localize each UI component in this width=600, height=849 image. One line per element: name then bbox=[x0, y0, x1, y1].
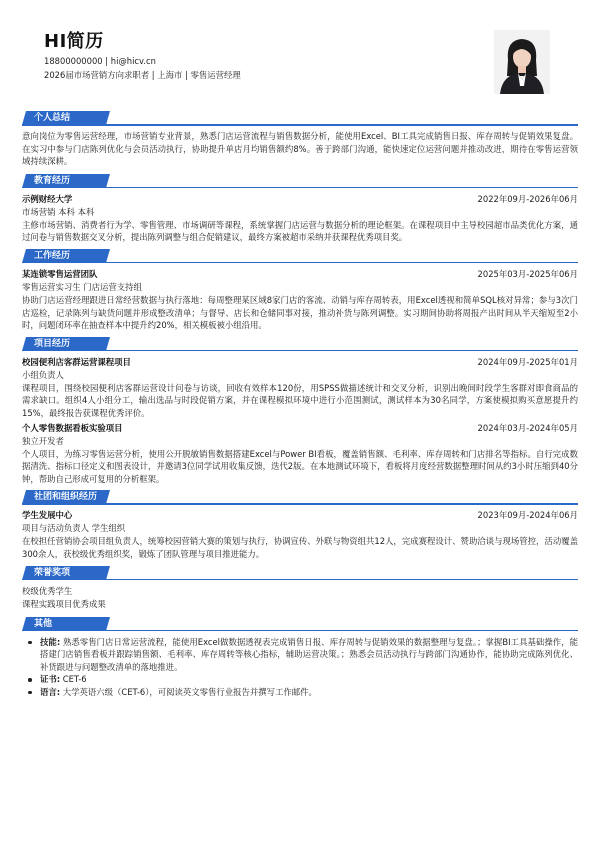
section-tab bbox=[22, 111, 110, 125]
language-text: 大学英语六级（CET-6），可阅读英文零售行业报告并撰写工作邮件。 bbox=[62, 686, 317, 697]
certificate-label: 证书: bbox=[40, 674, 61, 685]
certificate-text: CET-6 bbox=[62, 674, 87, 685]
project-date: 2024年09月-2025年01月 bbox=[477, 356, 578, 367]
summary-section bbox=[22, 108, 578, 168]
organization-name: 学生发展中心 bbox=[22, 510, 73, 521]
list-item bbox=[22, 686, 578, 699]
section-tab bbox=[22, 566, 110, 580]
project-text: 个人项目，为练习零售运营分析，使用公开脱敏销售数据搭建Excel与Power BI看板，覆盖销售额、毛利率、库存周转和门店排名等指标。自行完成数据清洗、指标口径定义和图表设计，并邀请3位同学试用收集反馈，迭代2版。在本地测试环境下，看板将月度经营数据整理时间从约3小时压缩到40分钟，帮助自己形成可复用的分析框架。 bbox=[22, 448, 578, 484]
project-text: 课程项目，围绕校园便利店客群运营设计问卷与访谈，回收有效样本120份，用SPSS做描述统计和交叉分析，识别出晚间时段学生客群对即食商品的需求缺口。组织4人小组分工，输出选品与时段促销方案，并在课程模拟环境中进行小范围测试，测试样本为30名同学，方案使模拟购买意愿提升约15%，最终报告获课程优秀评价。 bbox=[22, 382, 578, 418]
education-entry bbox=[22, 193, 578, 244]
section-tab bbox=[22, 337, 110, 351]
work-date: 2025年03月-2025年06月 bbox=[477, 268, 578, 279]
section-tab bbox=[22, 174, 110, 188]
language-label: 语言: bbox=[40, 686, 61, 697]
campus-date: 2023年09月-2024年06月 bbox=[477, 510, 578, 521]
section-title: 荣誉奖项 bbox=[34, 567, 71, 578]
school-name: 示例财经大学 bbox=[22, 193, 73, 204]
candidate-name: HI简历 bbox=[44, 31, 104, 52]
section-title: 个人总结 bbox=[34, 113, 71, 123]
project-role: 独立开发者 bbox=[22, 435, 64, 446]
work-text: 协助门店运营经理跟进日常经营数据与执行落地：每周整理某区域8家门店的客流、动销与库存周转表，用Excel透视和简单SQL核对异常；参与3次门店巡检，记录陈列与缺货问题并形成整改清单；与督导、店长和仓储同事对接，推动补货与陈列调整。实习期间协助将周报产出时间从半天缩短至2小时，问题闭环率在抽查样本中提升约20%，相关模板被小组沿用。 bbox=[22, 294, 578, 331]
skills-label: 技能: bbox=[40, 636, 61, 647]
other-list bbox=[22, 636, 578, 699]
section-header bbox=[22, 614, 578, 633]
project-date: 2024年03月-2024年05月 bbox=[477, 422, 578, 433]
section-tab bbox=[22, 617, 110, 631]
section-header bbox=[22, 246, 578, 265]
section-header bbox=[22, 563, 578, 582]
work-section bbox=[22, 246, 578, 332]
section-title: 教育经历 bbox=[34, 175, 71, 186]
job-intent: 2026届市场营销方向求职者 | 上海市 | 零售运营经理 bbox=[44, 70, 241, 80]
awards-section bbox=[22, 563, 578, 611]
other-section bbox=[22, 614, 578, 699]
project-entry bbox=[22, 356, 578, 420]
education-date: 2022年09月-2026年06月 bbox=[477, 193, 578, 204]
work-role: 零售运营实习生 门店运营支持组 bbox=[22, 281, 142, 292]
list-item bbox=[22, 636, 578, 674]
award-item: 课程实践项目优秀成果 bbox=[22, 598, 106, 609]
project-role: 小组负责人 bbox=[22, 369, 64, 380]
contact-info: 18800000000 | hi@hicv.cn bbox=[44, 56, 156, 66]
campus-text: 在校担任营销协会项目组负责人，统筹校园营销大赛的策划与执行，协调宣传、外联与物资组共12人，完成赛程设计、赞助洽谈与现场管控，活动覆盖300余人，获校级优秀组织奖，锻炼了团队管理与项目推进能力。 bbox=[22, 536, 578, 559]
company-name: 某连锁零售运营团队 bbox=[22, 268, 98, 279]
campus-role: 项目与活动负责人 学生组织 bbox=[22, 523, 126, 534]
campus-entry bbox=[22, 509, 578, 560]
section-tab bbox=[22, 490, 110, 504]
section-tab bbox=[22, 249, 110, 263]
education-section bbox=[22, 171, 578, 244]
list-item bbox=[22, 673, 578, 686]
profile-photo bbox=[494, 30, 550, 94]
section-header bbox=[22, 487, 578, 506]
campus-section bbox=[22, 487, 578, 560]
project-entry bbox=[22, 422, 578, 486]
projects-section bbox=[22, 334, 578, 486]
education-major: 市场营销 本科 本科 bbox=[22, 206, 95, 217]
work-entry bbox=[22, 268, 578, 332]
project-name: 个人零售数据看板实验项目 bbox=[22, 422, 123, 433]
section-title: 工作经历 bbox=[34, 250, 71, 261]
skills-text: 熟悉零售门店日常运营流程，能使用Excel做数据透视表完成销售日报、库存周转与促销效果的数据整理与复盘。；掌握BI工具基础操作，能搭建门店销售看板并跟踪销售额、毛利率、库存周转等核心指标，辅助运营决策。；熟悉会员活动执行与跨部门沟通协作，能协助完成陈列优化、补货跟进与问题整改清单的落地推进。 bbox=[40, 636, 578, 672]
section-header bbox=[22, 171, 578, 190]
resume-header bbox=[22, 0, 578, 108]
summary-text: 意向岗位为零售运营经理，市场营销专业背景，熟悉门店运营流程与销售数据分析，能使用Excel、BI工具完成销售日报、库存周转与促销效果复盘。在实习中参与门店陈列优化与会员活动执行，协助提升单店月均销售额约8%。善于跨部门沟通，能快速定位运营问题并推动改进，期待在零售运营领域持续深耕。 bbox=[22, 131, 578, 167]
award-item: 校级优秀学生 bbox=[22, 585, 73, 596]
section-header bbox=[22, 334, 578, 353]
section-title: 其他 bbox=[34, 618, 53, 629]
education-text: 主修市场营销、消费者行为学、零售管理、市场调研等课程，系统掌握门店运营与数据分析的理论框架。在课程项目中主导校园超市品类优化方案，通过问卷与销售数据交叉分析，提出陈列调整与组合促销建议，最终方案被超市采纳并获课程优秀项目奖。 bbox=[22, 219, 578, 243]
section-title: 社团和组织经历 bbox=[34, 492, 98, 503]
section-header bbox=[22, 108, 578, 127]
section-title: 项目经历 bbox=[34, 338, 71, 349]
project-name: 校园便利店客群运营课程项目 bbox=[22, 356, 131, 367]
